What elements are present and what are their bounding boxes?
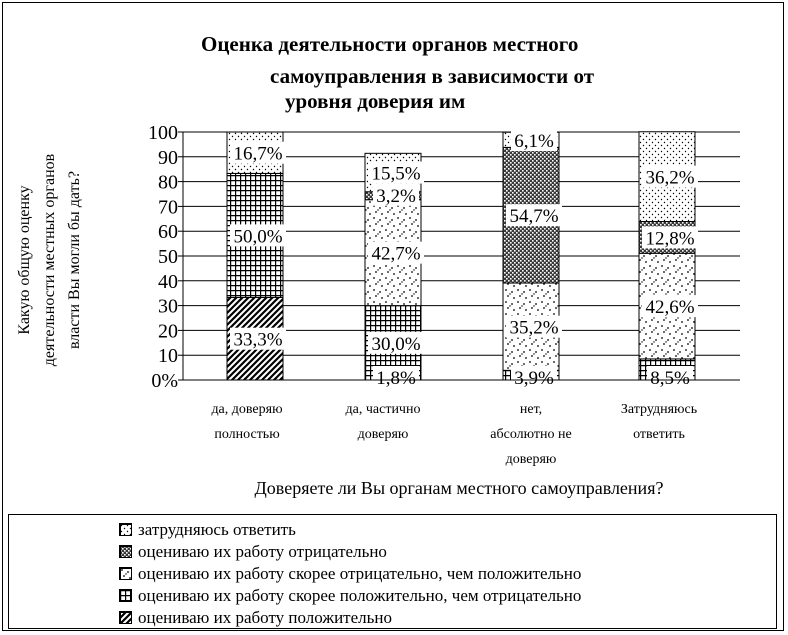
legend-swatch (119, 545, 132, 558)
y-tick-label: 100 (148, 122, 178, 144)
legend-item (119, 541, 387, 563)
legend-item (119, 563, 581, 585)
svg-text:36,2%: 36,2% (645, 167, 695, 189)
y-tick-label: 20 (158, 320, 178, 343)
data-label (230, 224, 286, 247)
data-label (373, 184, 419, 207)
svg-text:3,9%: 3,9% (514, 368, 554, 389)
legend-label: оцениваю их работу скорее отрицательно, чем положительно (138, 564, 582, 583)
chart-title-line-2: самоуправления в зависимости от (270, 64, 595, 88)
y-tick-label: 70 (158, 196, 178, 219)
chart-title-line-3: уровня доверия им (285, 89, 466, 113)
y-tick-label: 0% (151, 370, 178, 392)
svg-text:30,0%: 30,0% (371, 333, 421, 355)
x-axis-label: Доверяете ли Вы органам местного самоуправления? (254, 478, 664, 498)
data-label (368, 242, 424, 265)
legend-label: оцениваю их работу положительно (138, 608, 392, 627)
legend-swatch (119, 611, 132, 624)
y-tick-label: 80 (158, 171, 178, 194)
chart-title-line-1: Оценка деятельности органов местного (201, 32, 579, 56)
svg-text:42,6%: 42,6% (645, 297, 695, 319)
data-label (368, 332, 424, 355)
x-tick-label: Затрудняюсь ответить (620, 402, 698, 442)
svg-text:35,2%: 35,2% (509, 317, 559, 339)
data-label (506, 204, 562, 227)
y-tick-label: 10 (158, 345, 178, 368)
legend-swatch (119, 567, 132, 580)
data-label (368, 162, 424, 185)
data-label (230, 328, 286, 351)
svg-text:50,0%: 50,0% (233, 226, 283, 248)
data-label (506, 316, 562, 339)
legend-label: оцениваю их работу отрицательно (138, 542, 387, 561)
svg-text:3,2%: 3,2% (376, 185, 416, 207)
svg-text:54,7%: 54,7% (509, 206, 559, 228)
data-label (642, 166, 698, 189)
svg-text:12,8%: 12,8% (645, 228, 695, 250)
legend-label: затрудняюсь ответить (138, 520, 296, 539)
data-label (647, 366, 693, 389)
x-tick-label: нет, абсолютно не доверяю (490, 402, 572, 467)
data-label (230, 142, 286, 165)
legend-item (119, 607, 392, 629)
data-label (511, 129, 557, 152)
legend-item (119, 585, 581, 607)
svg-text:16,7%: 16,7% (233, 143, 283, 165)
x-tick-label: да, доверяю полностью (211, 402, 283, 442)
legend-swatch (119, 589, 132, 602)
y-axis-label: Какую общую оценку деятельности местных органов власти Вы могли бы дать? (16, 153, 83, 367)
svg-text:15,5%: 15,5% (371, 163, 421, 185)
y-tick-label: 30 (158, 295, 178, 318)
data-label (373, 366, 419, 389)
x-tick-label: да, частично доверяю (345, 402, 421, 442)
data-label (642, 226, 698, 249)
data-label (511, 366, 557, 389)
y-tick-label: 60 (158, 221, 178, 244)
y-tick-label: 40 (158, 270, 178, 293)
y-tick-label: 50 (158, 246, 178, 268)
svg-text:33,3%: 33,3% (233, 329, 283, 351)
data-label (642, 295, 698, 318)
svg-text:8,5%: 8,5% (650, 368, 690, 389)
svg-text:1,8%: 1,8% (376, 368, 416, 389)
legend-swatch (119, 523, 132, 536)
legend-item (119, 519, 296, 541)
legend (8, 514, 777, 629)
svg-text:6,1%: 6,1% (514, 131, 554, 152)
legend-label: оцениваю их работу скорее положительно, чем отрицательно (138, 586, 582, 605)
y-tick-label: 90 (158, 146, 178, 169)
svg-text:42,7%: 42,7% (371, 243, 421, 265)
